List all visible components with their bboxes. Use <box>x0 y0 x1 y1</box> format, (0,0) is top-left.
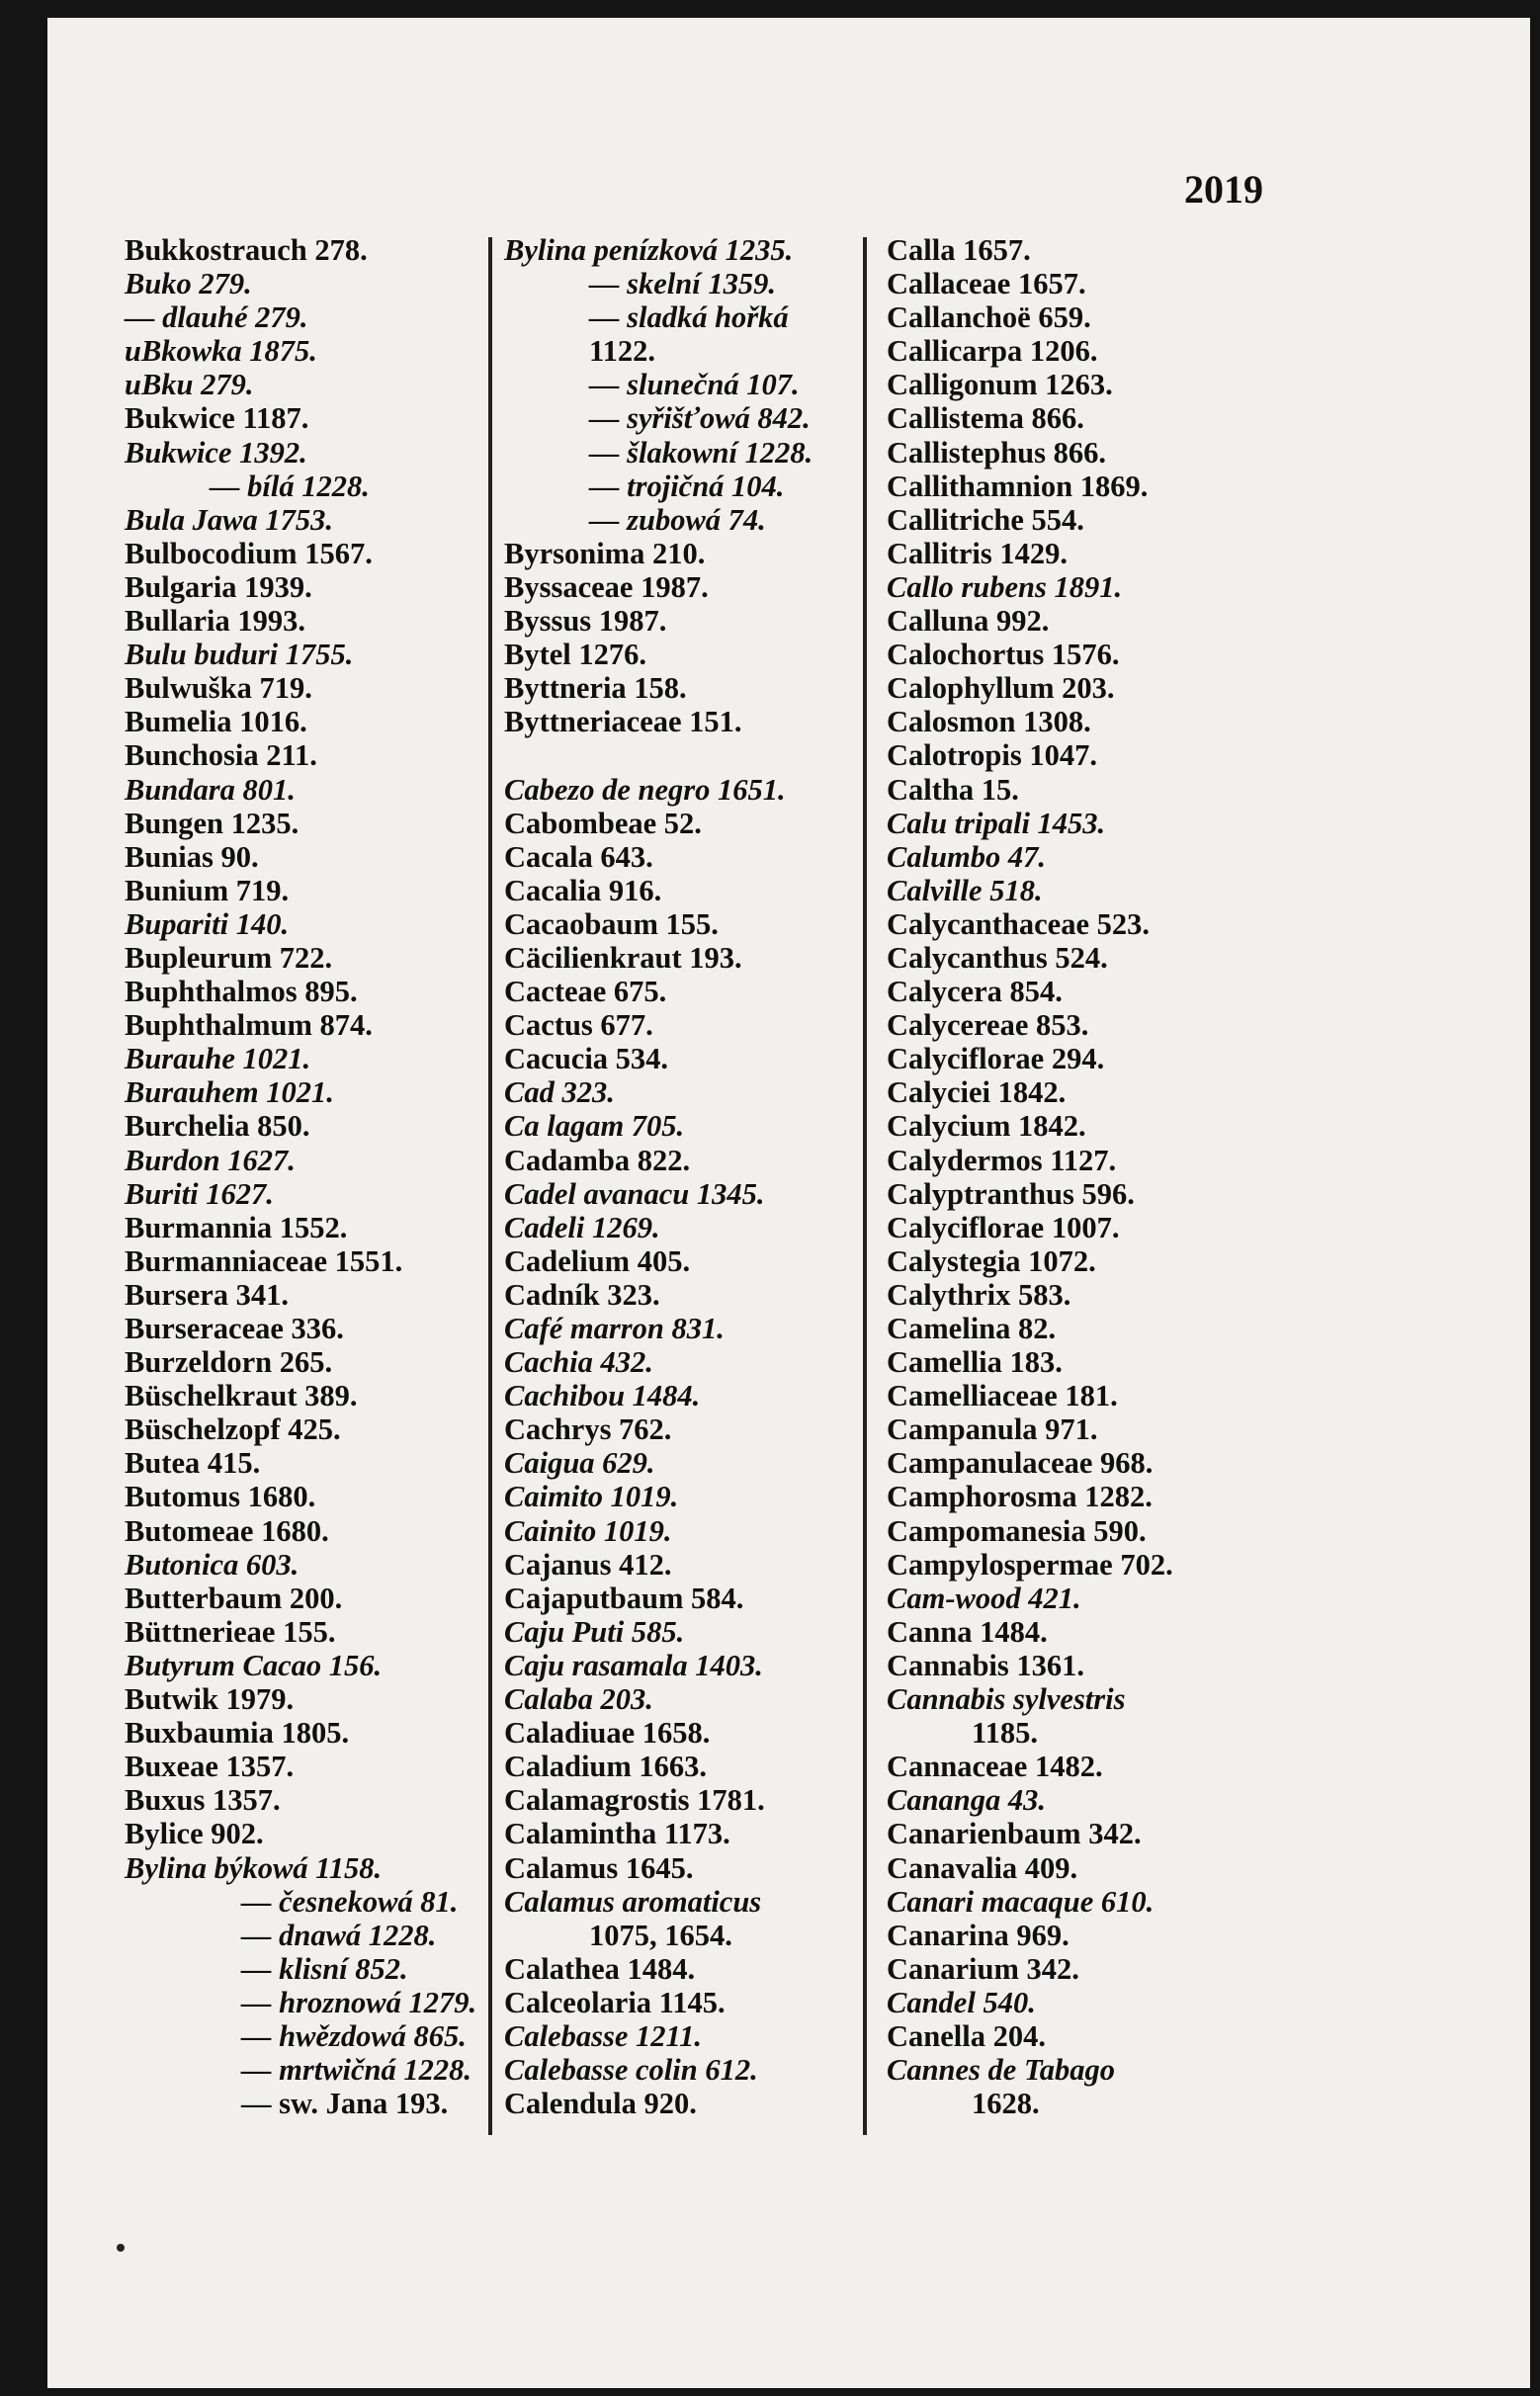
index-entry: 1185. <box>972 1716 1038 1751</box>
index-entry: Cabezo de negro 1651. <box>504 772 786 807</box>
index-entry: Cactus 677. <box>504 1008 653 1043</box>
index-entry: Bukwice 1187. <box>125 401 309 436</box>
index-entry: Bytel 1276. <box>504 638 647 672</box>
page-mark <box>117 2244 125 2252</box>
index-entry: Cacucia 534. <box>504 1042 669 1076</box>
index-entry: Buxeae 1357. <box>125 1750 295 1784</box>
index-entry: Cadník 323. <box>504 1277 660 1312</box>
index-entry: Büschelzopf 425. <box>125 1412 341 1447</box>
index-entry: Büschelkraut 389. <box>125 1379 358 1413</box>
index-entry: Callistephus 866. <box>887 435 1107 470</box>
index-entry: Caigua 629. <box>504 1446 655 1481</box>
index-entry: Canarium 342. <box>887 1951 1079 1986</box>
index-entry: Buriti 1627. <box>125 1176 274 1211</box>
index-entry: Butterbaum 200. <box>125 1581 343 1615</box>
index-entry: Byttneria 158. <box>504 671 687 706</box>
index-entry: Canarienbaum 342. <box>887 1817 1142 1851</box>
index-entry <box>504 738 855 772</box>
index-entry: Byssaceae 1987. <box>504 569 709 604</box>
index-column-2 <box>504 233 855 2120</box>
index-entry: Burauhe 1021. <box>125 1042 311 1076</box>
index-entry: Calyciflorae 1007. <box>887 1210 1120 1244</box>
index-entry: Camellia 183. <box>887 1345 1063 1380</box>
index-column-3 <box>887 233 1233 2120</box>
index-entry: Cachia 432. <box>504 1345 653 1380</box>
index-entry: Cannes de Tabago <box>887 2053 1116 2088</box>
index-entry: Byssus 1987. <box>504 604 667 639</box>
index-entry: Burdon 1627. <box>125 1143 296 1177</box>
index-entry: Buphthalmum 874. <box>125 1008 373 1043</box>
index-entry: Calu tripali 1453. <box>887 806 1106 840</box>
index-entry: Callistema 866. <box>887 401 1084 436</box>
index-entry: uBkowka 1875. <box>125 334 317 369</box>
index-entry: — hwězdowá 865. <box>241 2018 467 2053</box>
index-entry: Cam-wood 421. <box>887 1581 1081 1615</box>
index-entry: Calycera 854. <box>887 975 1063 1009</box>
index-entry: Caladium 1663. <box>504 1750 708 1784</box>
index-entry: Callanchoë 659. <box>887 300 1091 335</box>
index-entry: 1122. <box>589 334 655 369</box>
index-entry: — česnekowá 81. <box>241 1884 459 1919</box>
index-column-1 <box>125 233 480 2120</box>
index-entry: Burseraceae 336. <box>125 1312 344 1345</box>
index-entry: Bursera 341. <box>125 1277 290 1312</box>
index-entry: — trojičná 104. <box>589 469 785 503</box>
index-entry: Bunium 719. <box>125 873 290 907</box>
index-entry: Bulbocodium 1567. <box>125 536 373 570</box>
index-entry: Buphthalmos 895. <box>125 975 358 1009</box>
index-entry: — slunečná 107. <box>589 368 800 402</box>
index-entry: Butyrum Cacao 156. <box>125 1648 383 1682</box>
index-entry: Candel 540. <box>887 1985 1036 2019</box>
index-entry: Bumelia 1016. <box>125 705 307 739</box>
index-entry: Buko 279. <box>125 267 252 301</box>
index-entry: Cannabis sylvestris <box>887 1682 1126 1717</box>
index-entry: Cannabis 1361. <box>887 1648 1085 1682</box>
index-entry: Bukkostrauch 278. <box>125 233 368 267</box>
index-entry: Cabombeae 52. <box>504 806 702 840</box>
index-entry: Bupariti 140. <box>125 906 290 941</box>
index-entry: Cachibou 1484. <box>504 1379 701 1413</box>
index-entry: Calamus 1645. <box>504 1850 694 1885</box>
index-entry: Calochortus 1576. <box>887 638 1120 672</box>
index-entry: Callitris 1429. <box>887 536 1068 570</box>
index-entry: Bullaria 1993. <box>125 604 306 639</box>
index-entry: Cad 323. <box>504 1075 615 1110</box>
index-entry: Cananga 43. <box>887 1783 1047 1818</box>
index-entry: Callo rubens 1891. <box>887 569 1123 604</box>
index-entry: Cadeli 1269. <box>504 1210 660 1244</box>
index-entry: — bílá 1228. <box>210 469 370 503</box>
index-entry: Canari macaque 610. <box>887 1884 1155 1919</box>
index-entry: Café marron 831. <box>504 1312 725 1345</box>
index-entry: Calluna 992. <box>887 604 1050 639</box>
index-entry: Calla 1657. <box>887 233 1031 267</box>
index-entry: Bukwice 1392. <box>125 435 307 470</box>
index-entry: Calceolaria 1145. <box>504 1985 726 2019</box>
index-entry: Calville 518. <box>887 873 1043 907</box>
index-entry: Burmanniaceae 1551. <box>125 1243 403 1278</box>
index-entry: uBku 279. <box>125 368 254 402</box>
index-entry: Bulgaria 1939. <box>125 569 312 604</box>
index-entry: Callithamnion 1869. <box>887 469 1149 503</box>
index-entry: Calendula 920. <box>504 2087 697 2121</box>
index-entry: Calaba 203. <box>504 1682 653 1717</box>
index-entry: Calamagrostis 1781. <box>504 1783 765 1818</box>
index-entry: Calydermos 1127. <box>887 1143 1117 1177</box>
index-entry: — sw. Jana 193. <box>241 2087 449 2121</box>
index-entry: — klisní 852. <box>241 1951 408 1986</box>
index-entry: Byttneriaceae 151. <box>504 705 742 739</box>
index-entry: Bula Jawa 1753. <box>125 502 333 537</box>
index-entry: Calophyllum 203. <box>887 671 1115 706</box>
index-entry: Camphorosma 1282. <box>887 1480 1153 1514</box>
index-entry: Campanulaceae 968. <box>887 1446 1154 1481</box>
index-entry: 1628. <box>972 2087 1040 2121</box>
index-entry: Byrsonima 210. <box>504 536 706 570</box>
index-entry: Campylospermae 702. <box>887 1547 1173 1582</box>
index-entry: Calycium 1842. <box>887 1109 1086 1144</box>
index-entry: Calathea 1484. <box>504 1951 696 1986</box>
index-entry: — mrtwičná 1228. <box>241 2053 472 2088</box>
index-entry: Cainito 1019. <box>504 1513 672 1548</box>
index-entry: Burmannia 1552. <box>125 1210 348 1244</box>
index-entry: Calyciflorae 294. <box>887 1042 1105 1076</box>
index-entry: Calycereae 853. <box>887 1008 1089 1043</box>
index-entry: Camelliaceae 181. <box>887 1379 1118 1413</box>
index-entry: — šlakowní 1228. <box>589 435 813 470</box>
index-entry: Canella 204. <box>887 2018 1046 2053</box>
index-entry: Cacalia 916. <box>504 873 662 907</box>
index-entry: Caladiuae 1658. <box>504 1716 711 1751</box>
index-entry: Canna 1484. <box>887 1614 1048 1649</box>
index-entry: Butomeae 1680. <box>125 1513 329 1548</box>
index-entry: Bylina penízková 1235. <box>504 233 794 267</box>
index-entry: Calamintha 1173. <box>504 1817 730 1851</box>
index-entry: Ca lagam 705. <box>504 1109 685 1144</box>
index-entry: Cacaobaum 155. <box>504 906 719 941</box>
index-entry: Camelina 82. <box>887 1312 1057 1345</box>
index-entry: Calamus aromaticus <box>504 1884 762 1919</box>
index-entry: Calebasse 1211. <box>504 2018 702 2053</box>
index-entry: — dlauhé 279. <box>125 300 308 335</box>
index-entry: Cajaputbaum 584. <box>504 1581 744 1615</box>
index-entry: Burauhem 1021. <box>125 1075 334 1110</box>
index-entry: Canarina 969. <box>887 1918 1069 1952</box>
index-entry: Callicarpa 1206. <box>887 334 1098 369</box>
index-entry: Calotropis 1047. <box>887 738 1097 773</box>
index-entry: Butomus 1680. <box>125 1480 316 1514</box>
index-entry: Callaceae 1657. <box>887 267 1086 301</box>
index-entry: Caimito 1019. <box>504 1480 679 1514</box>
page-number: 2019 <box>1184 167 1263 212</box>
index-entry: Bulwuška 719. <box>125 671 312 706</box>
index-entry: Cadelium 405. <box>504 1243 691 1278</box>
index-entry: Bylina býkowá 1158. <box>125 1850 383 1885</box>
index-entry: Büttnerieae 155. <box>125 1614 336 1649</box>
index-entry: Campomanesia 590. <box>887 1513 1147 1548</box>
index-entry: — syřišťowá 842. <box>589 401 811 436</box>
index-entry: Calyciei 1842. <box>887 1075 1067 1110</box>
index-entry: Bunias 90. <box>125 839 259 874</box>
index-entry: Burchelia 850. <box>125 1109 310 1144</box>
index-entry: Bupleurum 722. <box>125 940 333 975</box>
index-entry: Cäcilienkraut 193. <box>504 940 742 975</box>
index-entry: Calycanthaceae 523. <box>887 906 1150 941</box>
index-entry: Cacteae 675. <box>504 975 667 1009</box>
column-divider-left <box>488 237 492 2135</box>
index-entry: Calosmon 1308. <box>887 705 1091 739</box>
index-entry: Caju Puti 585. <box>504 1614 685 1649</box>
index-entry: Canavalia 409. <box>887 1850 1078 1885</box>
index-entry: Bungen 1235. <box>125 806 299 840</box>
index-entry: Caju rasamala 1403. <box>504 1648 763 1682</box>
index-entry: Cajanus 412. <box>504 1547 672 1582</box>
index-entry: Cannaceae 1482. <box>887 1750 1103 1784</box>
index-entry: Butea 415. <box>125 1446 261 1481</box>
index-entry: Butwik 1979. <box>125 1682 295 1717</box>
index-entry: Bunchosia 211. <box>125 738 317 773</box>
index-entry: — skelní 1359. <box>589 267 776 301</box>
index-entry: Caltha 15. <box>887 772 1019 807</box>
index-entry: Burzeldorn 265. <box>125 1345 333 1380</box>
index-entry: Cadel avanacu 1345. <box>504 1176 765 1211</box>
index-entry: Cadamba 822. <box>504 1143 691 1177</box>
index-entry: Bulu buduri 1755. <box>125 638 354 672</box>
index-entry: Calycanthus 524. <box>887 940 1108 975</box>
index-entry: Cacala 643. <box>504 839 653 874</box>
column-divider-right <box>863 237 867 2135</box>
index-entry: 1075, 1654. <box>589 1918 732 1952</box>
index-entry: Calyptranthus 596. <box>887 1176 1135 1211</box>
index-entry: Bundara 801. <box>125 772 296 807</box>
index-entry: — sladká hořká <box>589 300 789 335</box>
index-entry: Calligonum 1263. <box>887 368 1113 402</box>
index-entry: Callitriche 554. <box>887 502 1084 537</box>
index-entry: Buxbaumia 1805. <box>125 1716 350 1751</box>
index-entry: Butonica 603. <box>125 1547 299 1582</box>
index-entry: Campanula 971. <box>887 1412 1098 1447</box>
index-entry: — dnawá 1228. <box>241 1918 437 1952</box>
index-entry: — zubowá 74. <box>589 502 766 537</box>
index-entry: Bylice 902. <box>125 1817 264 1851</box>
index-entry: Buxus 1357. <box>125 1783 281 1818</box>
index-entry: — hroznowá 1279. <box>241 1985 477 2019</box>
index-entry: Calystegia 1072. <box>887 1243 1096 1278</box>
index-entry: Calebasse colin 612. <box>504 2053 758 2088</box>
index-entry: Calythrix 583. <box>887 1277 1071 1312</box>
index-entry: Calumbo 47. <box>887 839 1047 874</box>
index-entry: Cachrys 762. <box>504 1412 672 1447</box>
